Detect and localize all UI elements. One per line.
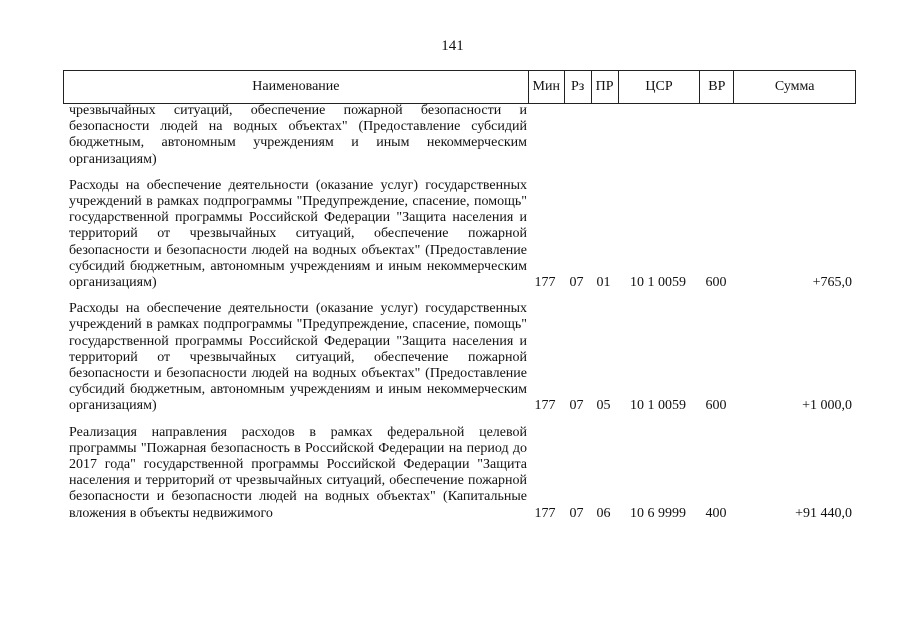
header-min: Мин bbox=[529, 71, 565, 103]
table-body bbox=[63, 103, 856, 532]
row-csr: 10 1 0059 bbox=[630, 398, 686, 414]
row-sum: +765,0 bbox=[812, 275, 852, 291]
row-name: Реализация направления расходов в рамках федеральной целевой программы "Пожарная безопасность в Российской Федерации на период до 2017 года" государственной программы Российской Федерации "Защита населения и территорий от чрезвычайных ситуаций, обеспечение пожарной безопасности и безопасности людей на водных объектах" (Капитальные вложения в объекты недвижимого bbox=[69, 424, 527, 521]
row-name: чрезвычайных ситуаций, обеспечение пожарной безопасности и безопасности людей на водных объектах" (Предоставление субсидий бюджетным, автономным учреждениям и иным некоммерческим организациям) bbox=[69, 103, 527, 167]
header-name: Наименование bbox=[64, 71, 529, 103]
row-pr: 06 bbox=[596, 505, 611, 521]
row-csr: 10 6 9999 bbox=[630, 505, 686, 521]
row-sum: +91 440,0 bbox=[795, 505, 852, 521]
header-sum: Сумма bbox=[774, 79, 815, 94]
page-number: 141 bbox=[441, 38, 464, 54]
row-vr: 400 bbox=[705, 505, 727, 521]
row-rz: 07 bbox=[569, 398, 584, 414]
header-vr: ВР bbox=[700, 71, 734, 103]
row-min: 177 bbox=[534, 505, 556, 521]
row-pr: 05 bbox=[596, 398, 611, 414]
row-vr: 600 bbox=[705, 275, 727, 291]
table-header bbox=[63, 70, 856, 104]
table-row bbox=[63, 301, 856, 414]
header-pr: ПР bbox=[592, 71, 619, 103]
header-rz: Рз bbox=[565, 71, 592, 103]
row-pr: 01 bbox=[596, 275, 611, 291]
table-row bbox=[63, 103, 856, 168]
header-csr: ЦСР bbox=[619, 71, 701, 103]
row-csr: 10 1 0059 bbox=[630, 275, 686, 291]
row-sum: +1 000,0 bbox=[802, 398, 852, 414]
table-row bbox=[63, 178, 856, 291]
table-row bbox=[63, 425, 856, 522]
row-name: Расходы на обеспечение деятельности (оказание услуг) государственных учреждений в рамках подпрограммы "Предупреждение, спасение, помощь" государственной программы Российской Федерации "Защита населения и территорий от чрезвычайных ситуаций, обеспечение пожарной безопасности и безопасности людей на водных объектах" (Предоставление субсидий бюджетным, автономным учреждениям и иным некоммерческим организациям) bbox=[69, 301, 527, 414]
row-min: 177 bbox=[534, 398, 556, 414]
row-name: Расходы на обеспечение деятельности (оказание услуг) государственных учреждений в рамках подпрограммы "Предупреждение, спасение, помощь" государственной программы Российской Федерации "Защита населения и территорий от чрезвычайных ситуаций, обеспечение пожарной безопасности и безопасности людей на водных объектах" (Предоставление субсидий бюджетным, автономным учреждениям и иным некоммерческим организациям) bbox=[69, 177, 527, 291]
row-rz: 07 bbox=[569, 275, 584, 291]
row-rz: 07 bbox=[569, 505, 584, 521]
row-min: 177 bbox=[534, 275, 556, 291]
row-vr: 600 bbox=[705, 398, 727, 414]
